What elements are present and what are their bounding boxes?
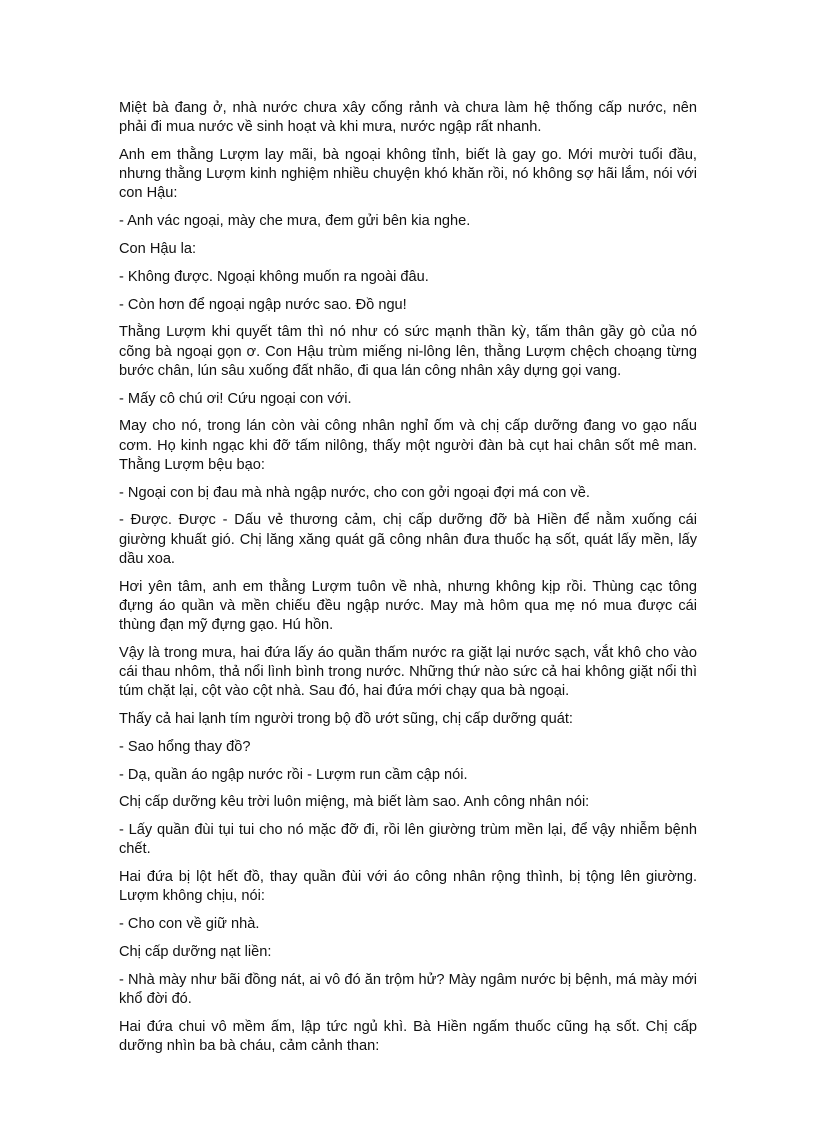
- dialogue-line: - Mấy cô chú ơi! Cứu ngoại con với.: [119, 390, 352, 407]
- dialogue-line: - Không được. Ngoại không muốn ra ngoài đâu.: [119, 268, 429, 285]
- dialogue-line: - Anh vác ngoại, mày che mưa, đem gửi bên kia nghe.: [119, 213, 471, 230]
- dialogue-line: - Dạ, quần áo ngập nước rồi - Lượm run cầm cập nói.: [119, 766, 468, 783]
- paragraph: Chị cấp dưỡng nạt liền:: [119, 943, 272, 960]
- paragraph: Anh em thằng Lượm lay mãi, bà ngoại không tỉnh, biết là gay go. Mới mười tuổi đầu, nhưng thằng Lượm kinh nghiệm nhiều chuyện khó khăn rồi, nó không sợ hãi lắm, nói với con Hậu:: [119, 147, 697, 202]
- paragraph: Miệt bà đang ở, nhà nước chưa xây cống rảnh và chưa làm hệ thống cấp nước, nên phải đi mua nước về sinh hoạt và khi mưa, nước ngập rất nhanh.: [119, 100, 697, 136]
- dialogue-line: - Lấy quần đùi tụi tui cho nó mặc đỡ đi, rồi lên giường trùm mền lại, để vậy nhiễm bệnh chết.: [119, 822, 697, 858]
- paragraph: Con Hậu la:: [119, 241, 197, 257]
- paragraph: Hơi yên tâm, anh em thằng Lượm tuôn về nhà, nhưng không kịp rồi. Thùng cạc tông đựng áo quần và mền chiếu đều ngập nước. May mà hôm qua mẹ nó mua được cái thùng đạn mỹ đựng gạo. Hú hồn.: [119, 578, 697, 633]
- paragraph: Hai đứa bị lột hết đồ, thay quần đùi với áo công nhân rộng thình, bị tộng lên giường. Lượm không chịu, nói:: [119, 869, 697, 905]
- dialogue-line: - Nhà mày như bãi đồng nát, ai vô đó ăn trộm hử? Mày ngâm nước bị bệnh, má mày mới khổ đời đó.: [119, 971, 697, 1007]
- paragraph: Vậy là trong mưa, hai đứa lấy áo quần thấm nước ra giặt lại nước sạch, vắt khô cho vào cái thau nhôm, thả nổi lình bình trong nước. Những thứ nào sức cả hai không giặt nổi thì túm chặt lại, cột vào cột nhà. Sau đó, hai đứa mới chạy qua bà ngoại.: [119, 644, 697, 700]
- paragraph: May cho nó, trong lán còn vài công nhân nghỉ ốm và chị cấp dưỡng đang vo gạo nấu cơm. Họ kinh ngạc khi đỡ tấm nilông, thấy một người đàn bà cụt hai chân sốt mê man. Thằng Lượm bệu bạo:: [119, 418, 697, 473]
- dialogue-line: - Được. Được - Dấu vẻ thương cảm, chị cấp dưỡng đỡ bà Hiền để nằm xuống cái giường khuất gió. Chị lăng xăng quát gã công nhân đưa thuốc hạ sốt, quát lấy mền, lấy dầu xoa.: [119, 512, 697, 567]
- paragraph: Thấy cả hai lạnh tím người trong bộ đồ ướt sũng, chị cấp dưỡng quát:: [119, 711, 573, 727]
- dialogue-line: - Cho con về giữ nhà.: [119, 916, 260, 933]
- paragraph: Chị cấp dưỡng kêu trời luôn miệng, mà biết làm sao. Anh công nhân nói:: [119, 794, 590, 811]
- dialogue-line: - Sao hổng thay đồ?: [119, 738, 251, 755]
- dialogue-line: - Ngoại con bị đau mà nhà ngập nước, cho con gởi ngoại đợi má con về.: [119, 484, 590, 501]
- paragraph: Hai đứa chui vô mềm ấm, lập tức ngủ khì. Bà Hiền ngấm thuốc cũng hạ sốt. Chị cấp dưỡng nhìn ba bà cháu, cảm cảnh than:: [119, 1018, 697, 1054]
- paragraph: Thằng Lượm khi quyết tâm thì nó như có sức mạnh thần kỳ, tấm thân gầy gò của nó cõng bà ngoại gọn ơ. Con Hậu trùm miếng ni-lông lên, thằng Lượm chệch choạng từng bước chân, lún sâu xuống đất nhão, đi qua lán công nhân xây dựng gọi vang.: [119, 324, 697, 379]
- dialogue-line: - Còn hơn để ngoại ngập nước sao. Đồ ngu!: [119, 296, 407, 313]
- document-page: [119, 99, 697, 1065]
